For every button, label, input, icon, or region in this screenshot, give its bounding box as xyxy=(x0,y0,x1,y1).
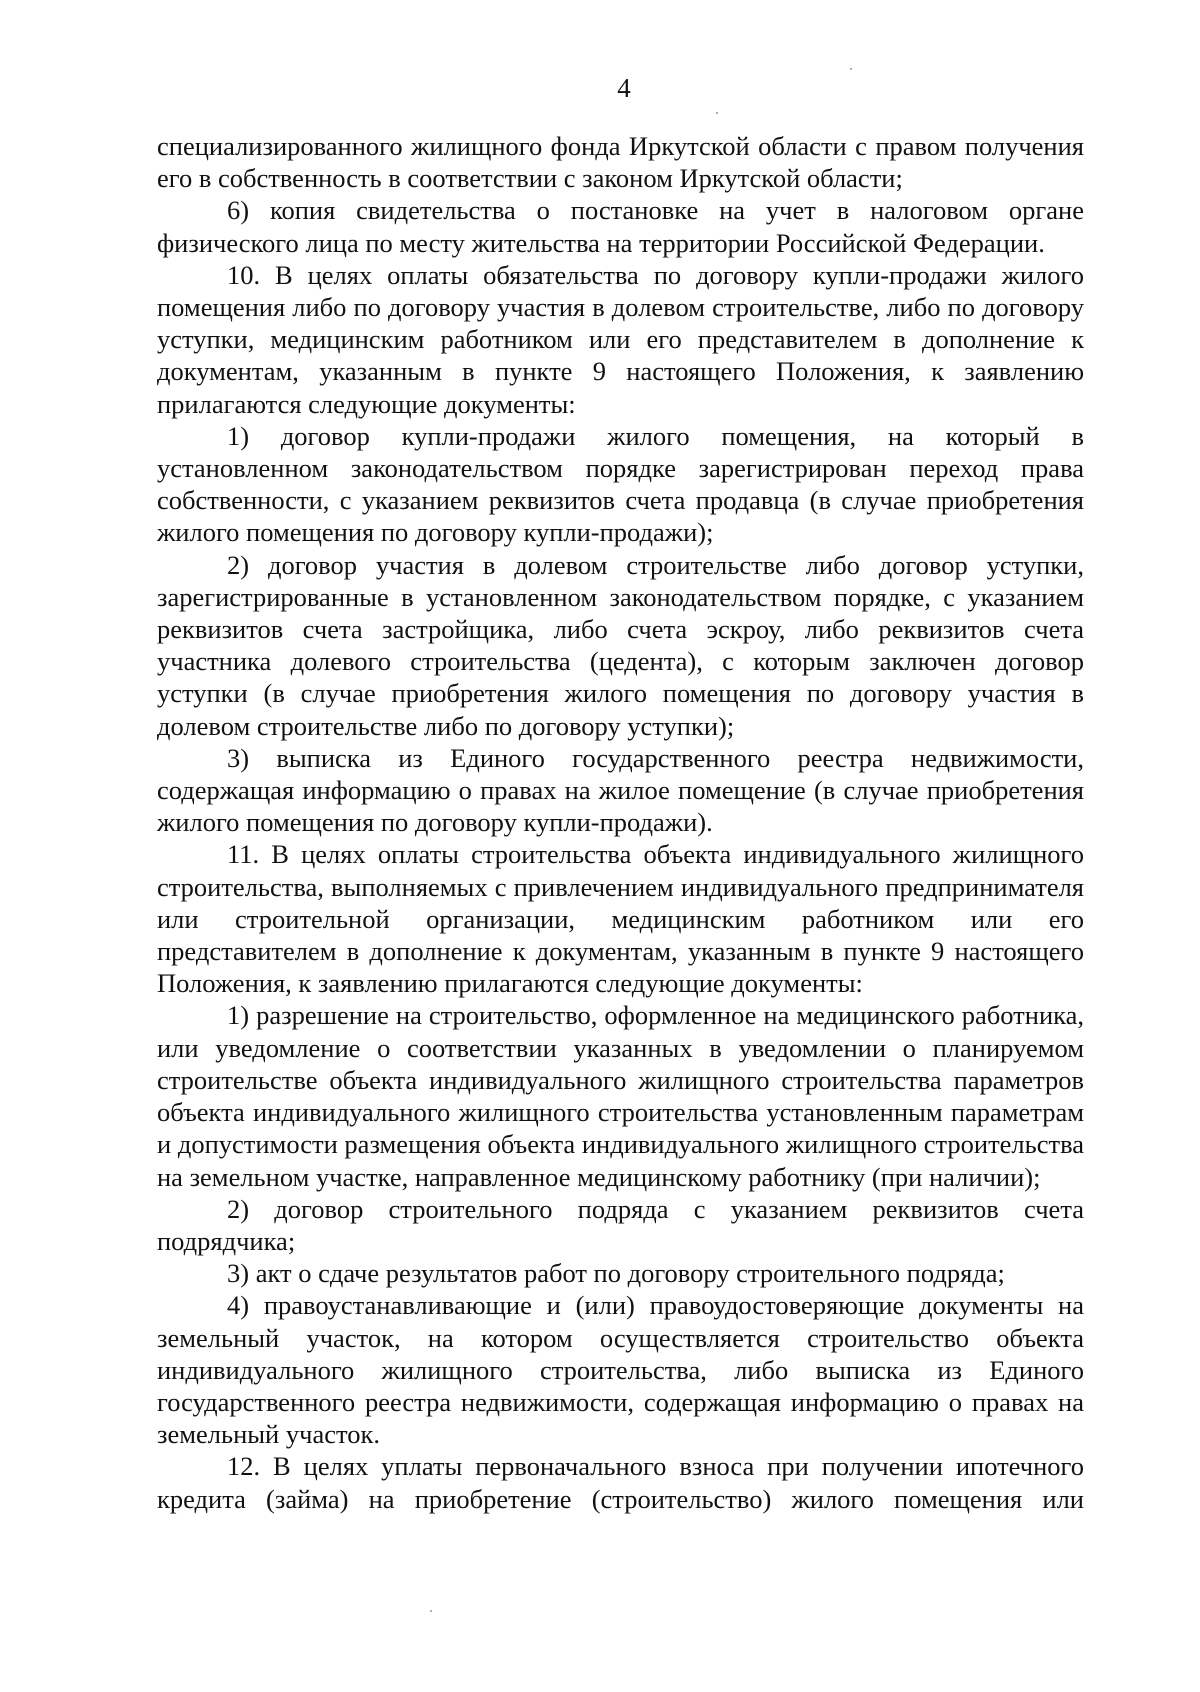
paragraph-clause-10-item-2: 2) договор участия в долевом строительстве либо договор уступки, зарегистрированные в установленном законодательством порядке, с указанием реквизитов счета застройщика, либо счета эскроу, либо реквизитов счета участника долевого строительства (цедента), с которым заключен договор уступки (в случае приобретения жилого помещения по договору участия в долевом строительстве либо по договору уступки); xyxy=(157,549,1084,741)
scan-speck xyxy=(430,1610,432,1612)
paragraph-clause-11-item-1: 1) разрешение на строительство, оформленное на медицинского работника, или уведомление о соответствии указанных в уведомлении о планируемом строительстве объекта индивидуального жилищного строительства параметров объекта индивидуального жилищного строительства установленным параметрам и допустимости размещения объекта индивидуального жилищного строительства на земельном участке, направленное медицинскому работнику (при наличии); xyxy=(157,1000,1084,1192)
paragraph-item-6: 6) копия свидетельства о постановке на учет в налоговом органе физического лица по месту жительства на территории Российской Федерации. xyxy=(157,195,1084,258)
scan-speck xyxy=(850,68,852,70)
paragraph-clause-11: 11. В целях оплаты строительства объекта индивидуального жилищного строительства, выполняемых с привлечением индивидуального предпринимателя или строительной организации, медицинским работником или его представителем в дополнение к документам, указанным в пункте 9 настоящего Положения, к заявлению прилагаются следующие документы: xyxy=(157,839,1084,999)
paragraph-clause-10-item-1: 1) договор купли-продажи жилого помещения, на который в установленном законодательством порядке зарегистрирован переход права собственности, с указанием реквизитов счета продавца (в случае приобретения жилого помещения по договору купли-продажи); xyxy=(157,420,1084,548)
paragraph-clause-11-item-4: 4) правоустанавливающие и (или) правоудостоверяющие документы на земельный участок, на котором осуществляется строительство объекта индивидуального жилищного строительства, либо выписка из Единого государственного реестра недвижимости, содержащая информацию о правах на земельный участок. xyxy=(157,1290,1084,1450)
page-number: 4 xyxy=(617,73,631,103)
document-body xyxy=(157,130,1084,1515)
paragraph-clause-12: 12. В целях уплаты первоначального взноса при получении ипотечного кредита (займа) на приобретение (строительство) жилого помещения или xyxy=(157,1451,1084,1514)
paragraph-clause-10: 10. В целях оплаты обязательства по договору купли-продажи жилого помещения либо по договору участия в долевом строительстве, либо по договору уступки, медицинским работником или его представителем в дополнение к документам, указанным в пункте 9 настоящего Положения, к заявлению прилагаются следующие документы: xyxy=(157,259,1084,419)
paragraph-clause-11-item-2: 2) договор строительного подряда с указанием реквизитов счета подрядчика; xyxy=(157,1193,1084,1256)
scan-speck xyxy=(716,112,718,114)
paragraph-clause-10-item-3: 3) выписка из Единого государственного реестра недвижимости, содержащая информацию о правах на жилое помещение (в случае приобретения жилого помещения по договору купли-продажи). xyxy=(157,742,1084,838)
paragraph-clause-11-item-3: 3) акт о сдаче результатов работ по договору строительного подряда; xyxy=(227,1258,1005,1289)
paragraph-continuation: специализированного жилищного фонда Иркутской области с правом получения его в собственность в соответствии с законом Иркутской области; xyxy=(157,131,1084,194)
